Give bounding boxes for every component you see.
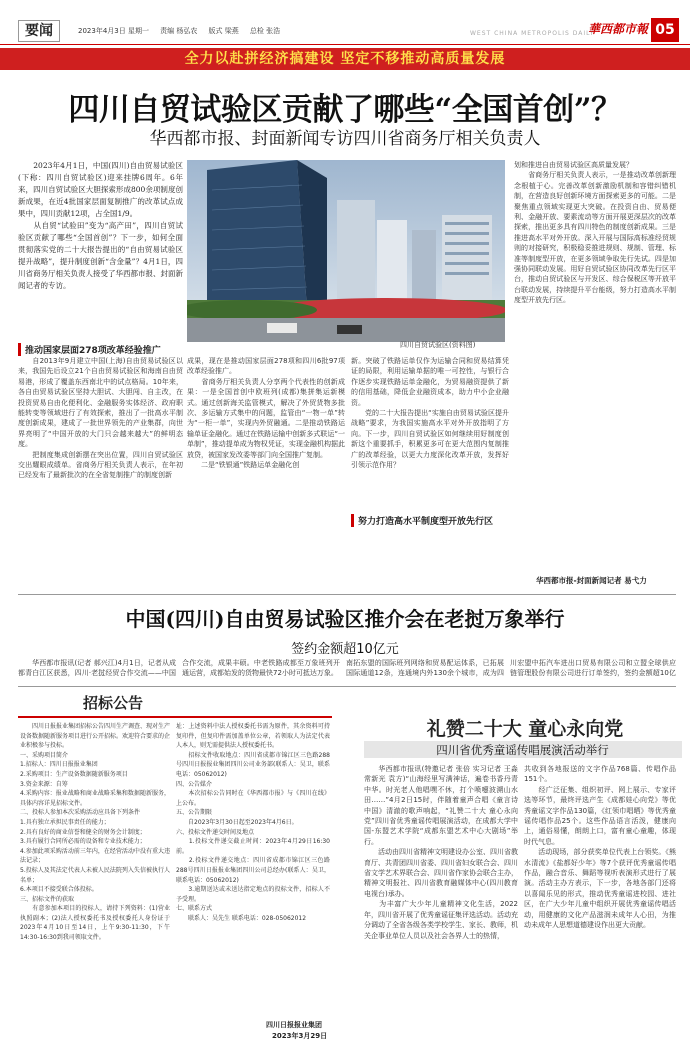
article2-subtitle: 签约金额超10亿元 [291, 642, 399, 657]
article1-title: 四川自贸试验区贡献了哪些“全国首创”？ [68, 92, 622, 128]
header-editor: 责编 杨弘农 [160, 27, 198, 35]
ad-date: 2023年3月29日 [272, 1032, 328, 1040]
article1-photo [187, 160, 505, 342]
article2-col2: 合作交流，成果丰硕。中老铁路成都至万象班列开通运营，成都始发的货物最快72小时可抵达万象。 [182, 659, 340, 678]
banner-slogan: 全力以赴拼经济搞建设 坚定不移推动高质量发展 [184, 51, 506, 67]
ad-title: 招标公告 [82, 694, 143, 712]
skyline-illustration [187, 160, 505, 342]
article1-byline: 华西都市报-封面新闻记者 易弋力 [536, 576, 647, 585]
article3-col2: 共收到各地报送的文字作品768篇、传唱作品151个。 经广泛征集、组织初评、网上展示、专家评选等环节，最终评选产生《成都娃心向党》等优秀童谣文字作品130篇，《红领巾唱晒》等优秀童谣传唱作品25个。这些作品语言活泼，健康向上，通俗易懂，朗朗上口，富有童心童趣，体现时代气息。 活动现场，部分获奖单位代表上台领奖。《熊水清流》《盐都好少年》等7个获评优秀童谣传唱作品，融合音乐、舞蹈等视听表演形式进行了展演。活动主办方表示，下一步，各地各部门还将以喜闻乐见的形式，推动优秀童谣进校园、进社区，在广大少年儿童中组织开展优秀童谣传唱活动，用健康的文化产品滋润未成年人心田，为推动未成年人思想道德建设作出更大贡献。 [524, 765, 676, 930]
article2-col3: 南拓东盟的国际班列网络和贸易配运体系，已拓展国际通道12条，连通境内外130余个城市，成为四 [346, 659, 504, 678]
ad-col-right: 址：上述资料中法人授权委托书需为原件，其余资料可持复印件，但复印件需加盖单位公章，若领取人为法定代表人本人，则无需提供法人授权委托书。 招标文件收取地点：四川省成都市锦江区三色路288号四川日报报业集团四川公司业务部(联系人：吴卫，联系电话：05062012) 四、公告媒介 本次招标公告同时在《华西都市报》与《四川在线》上公布。 五、公告期限 自2023年3月30日起至2023年4月6日。 六、投标文件递交时间及地点 1.投标文件递交截止时间：2023年4月29日16:30前。 2.投标文件递交地点：四川省成都市锦江区三色路288号四川日报报业集团四川公司总经办(联系人：吴卫，联系电话：05062012) 3.逾期送达或未送达指定地点的投标文件，招标人不予受理。 七、联系方式 联系人：吴先生 联系电话：028-05062012 [176, 723, 330, 922]
ad-signature: 四川日报报业集团 [266, 1021, 322, 1029]
header-date: 2023年4月3日 星期一 [78, 27, 149, 35]
newspaper-logo: 華西都市報 [588, 22, 649, 36]
subhead-1: 推动国家层面278项改革经验推广 [18, 343, 190, 356]
header-checker: 总检 张浩 [249, 27, 281, 35]
article1-subtitle: 华西都市报、封面新闻专访四川省商务厅相关负责人 [149, 129, 541, 149]
section-label: 要闻 [18, 20, 60, 42]
article3-subtitle: 四川省优秀童谣传唱展演活动举行 [436, 743, 609, 757]
article1-col4: 划和推进自由贸易试验区高质量发展？ 省商务厅相关负责人表示，一是推动改革创新理念根植于心。完善改革创新激励机制和容错纠错机制，在营造良好创新环境方面探索更多的可能。二是聚焦重点领域实现更大突破。在投资自由、贸易便利、金融开放、要素流动等方面开展更深层次的改革探索，推出更多具有四川特色的制度创新成果。三是推进高水平对外开放。深入开展与国际高标准经贸规则的对接研究，积极稳妥推进规则、规制、管理、标准等制度型开放，在更多领域争取先行先试。四是加强协同联动发展。用好自贸试验区协同改革先行区平台，推动自贸试验区与开发区、综合保税区等开放平台联动发展，持续提升平台能级，努力打造高水平制度型开放先行区。 [514, 161, 676, 305]
article3-col1: 华西都市报讯(特邀记者 张倍 实习记者 王淼 常新光 袁方)“山海经里写满神话，遍卷书香丹青中华。时光老人他唱嘿不休，打个喷嚏波溯山水田……”4月2日15时，伴随着童声合唱《童言诗中国》清澈的歌声响起，“礼赞二十大 童心永向党”四川省优秀童谣传唱展演活动，在成都大学中国-东盟艺术学院“成都东盟艺术中心大剧场”举行。 活动由四川省精神文明建设办公室、四川省教育厅、共青团四川省委、四川省妇女联合会、四川省文学艺术界联合会、四川省作家协会联合主办，精神文明报社、四川省教育融媒体中心(四川教育电视台)承办。 为丰富广大少年儿童精神文化生活，2022年，四川省开展了优秀童谣征集评选活动。活动充分调动了全省各级各类学校学生、家长、教师，机关企事业单位人员以及社会各界人士的热情， [364, 765, 518, 940]
page-number: 05 [651, 18, 679, 42]
article2-col1: 华西都市报讯(记者 郝兴江)4月1日，记者从成都青白江区获悉，四川·老挝经贸合作交流——中国 [18, 659, 176, 678]
page-header [0, 0, 690, 45]
ad-col-left: 四川日报报业集团招标公告四川生产调查、现对生产设备数据随新服务项目进行公开招标。欢迎符合要求的企业积极参与投标。 一、采购项目简介 1.招标人：四川日报报业集团 2.采购项目：生产设备数据随新服务项目 3.资金来源：自筹 4.采购内容：报业战略和商业战略采集和数据随新服务，具体内容详见招标文件。 二、投标人参加本次采购活动应具备下列条件 1.具有独立承担民事责任的能力； 2.具有良好的商业信誉和健全的财务会计制度； 3.具有履行合同所必需的设备和专业技术能力； 4.参加此项采购活动前三年内，在经营活动中没有重大违法记录； 5.投标人及其法定代表人未被人民法院列入失信被执行人名单； 6.本项目不接受联合体投标。 三、招标文件的获取 有意参加本项目的投标人，请持下列资料：(1)营业执照副本；(2)法人授权委托书及授权委托人身份证于2023年4月10日至14日，上午9:30-11:30，下午14:30-16:30到我司领取文件。 [20, 723, 170, 942]
subhead-2: 努力打造高水平制度型开放先行区 [351, 514, 516, 527]
header-designer: 版式 梁燕 [208, 27, 239, 35]
article1-lead: 2023年4月1日，中国(四川)自由贸易试验区(下称：四川自贸试验区)迎来挂牌6周年。6年来，四川自贸试验区大胆探索形成800余项制度创新成果，在近4批国家层面复制推广的改革试点成果中，四川贡献12项，占全国1/9。 从自贸“试验田”变为“高产田”，四川自贸试验区贡献了哪些“全国首创”？下一步，如何全面贯彻落实党的二十大报告提出的“自由贸易试验区提升战略”，提升制度创新“含金量”？4月1日，四川省商务厅相关负责人接受了华西都市报、封面新闻记者的专访。 [18, 161, 183, 290]
article1-col1: 自2013年9月建立中国(上海)自由贸易试验区以来，我国先后设立21个自由贸易试验区和海南自由贸易港，形成了覆盖东西南北中的试点格局。10年来，各自由贸易试验区坚持大胆试、大胆闯、自主改，在投资贸易自由化便利化、金融服务实体经济、政府职能转变等领域进行了有效探索，推出了一批高水平制度创新成果，建成了一批世界领先的产业集群，向世界亮明了“中国开放的大门只会越来越大”的鲜明态度。 把制度集成创新摆在突出位置，四川自贸试验区交出耀眼成绩单。省商务厅相关负责人表示，在年初已经发布了最新批次的在全省复制推广的制度创新 [18, 357, 183, 480]
article2-col4: 川宏盟中拓汽车进出口贸易有限公司和立盟全球供应链管理股份有限公司进行订单签约，签约金额超10亿 [510, 659, 676, 678]
divider [18, 594, 676, 595]
article1-col2: 成果，现在是推动国家层面278项和四川6批97项改革经验推广。 省商务厅相关负责人分享两个代表性的创新成果：一是全国首创中欧班列(成都)集拼集运新模式。通过创新海关监管模式，解决了外贸货物多批次、多运输方式集中的问题，监管由“一物一单”转为“一柜一单”，实现内外贸融通。二是推动铁路运输单证金融化。通过在铁路运输中创新多式联运“一单制”，推动提单成为物权凭证，实现金融机构据此放贷，被国家发改委等部门向全国推广复制。 二是“铁银通”铁路运单金融化创 [187, 357, 345, 470]
article1-col3: 新。突破了铁路运单仅作为运输合同和贸易结算凭证的局限，利用运输单据的唯一可控性，与银行合作逐步实现铁路运单金融化，为贸易融资提供了新的信用基础，降低企业融资成本，助力中小企业融资。 党的二十大报告提出“实施自由贸易试验区提升战略”要求，为我国实施高水平对外开放指明了方向。下一步，四川自贸试验区如何继续用好制度创新这个重要抓手，积累更多可在更大范围内复制推广的改革经验，以更大力度深化改革开放，发挥好引领示范作用？ [351, 357, 509, 470]
photo-caption: 四川自贸试验区(资料图) [400, 341, 476, 349]
article2-title: 中国(四川)自由贸易试验区推介会在老挝万象举行 [125, 607, 565, 631]
article1-col3b [351, 528, 509, 588]
header-english-name: WEST CHINA METROPOLIS DAILY [470, 30, 595, 37]
article3-title: 礼赞二十大 童心永向党 [426, 718, 624, 740]
divider-2 [18, 686, 676, 687]
header-info [78, 26, 280, 36]
